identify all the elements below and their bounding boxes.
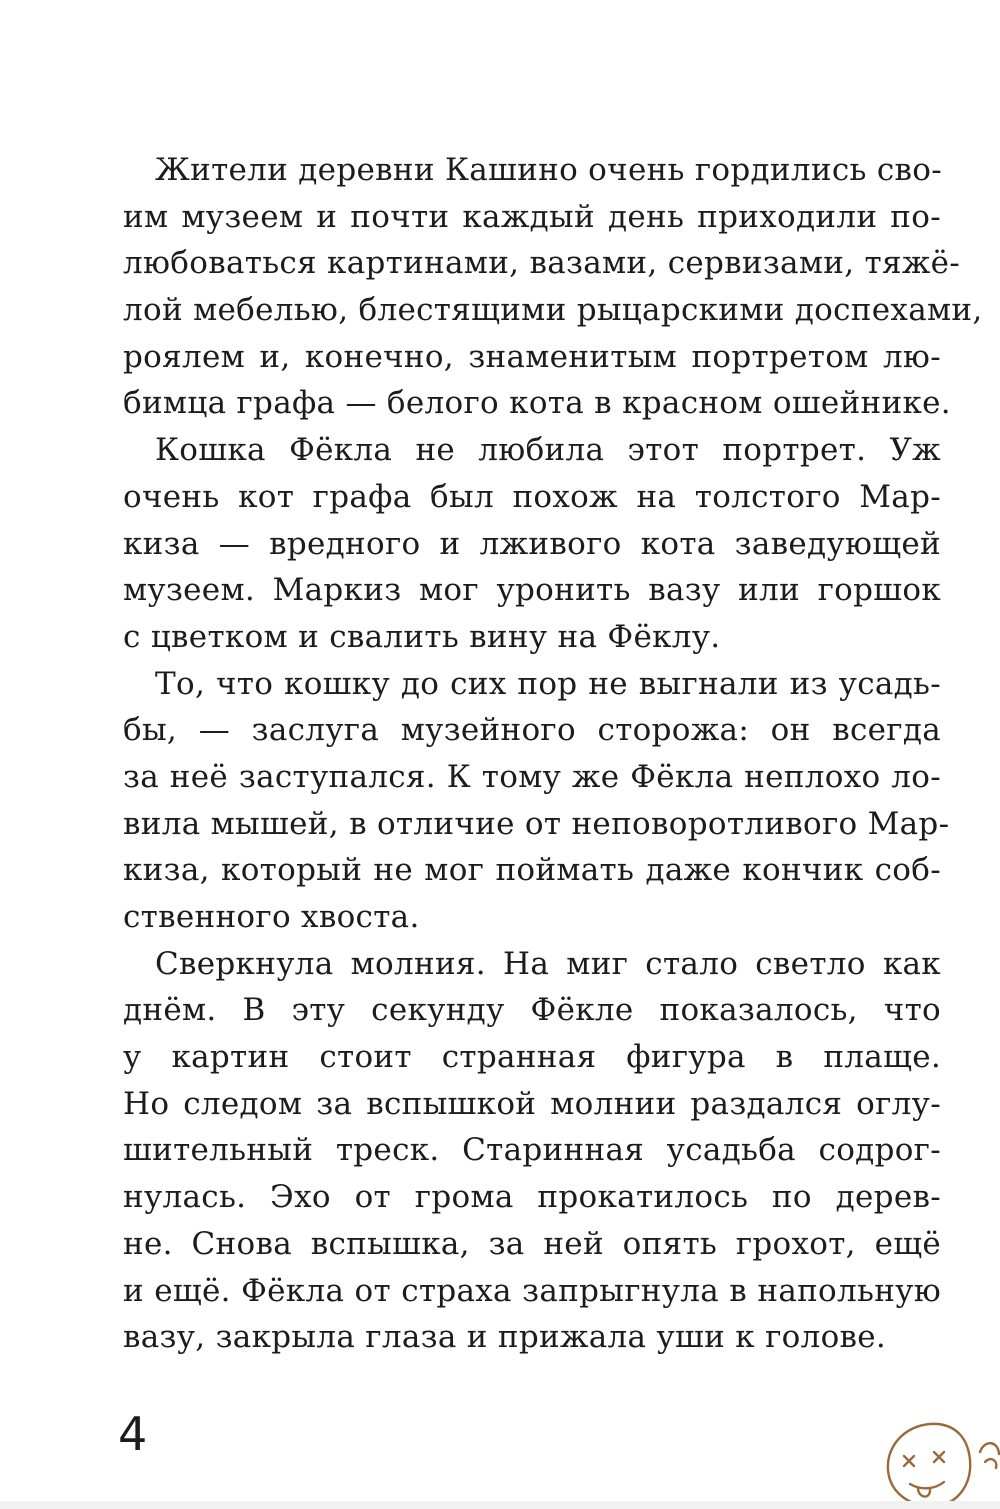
- text-line: любоваться картинами, вазами, сервизами, тяжё-: [123, 245, 961, 282]
- text-line: То, что кошку до сих пор не выгнали из усадь-: [155, 665, 941, 702]
- text-line: бимца графа — белого кота в красном ошейнике.: [123, 385, 951, 422]
- text-line: у картин стоит странная фигура в плаще.: [123, 1039, 941, 1076]
- text-line: за неё заступался. К тому же Фёкла неплохо ло-: [123, 758, 941, 795]
- page-number: 4: [118, 1407, 148, 1461]
- text-line: киза, который не мог поймать даже кончик соб-: [123, 852, 941, 889]
- dizzy-face-icon: [880, 1418, 1000, 1509]
- text-line: Жители деревни Кашино очень гордились сво-: [155, 152, 942, 188]
- text-line: вазу, закрыла глаза и прижала уши к голове.: [123, 1319, 887, 1356]
- text-line: Сверкнула молния. На миг стало светло как: [155, 945, 941, 982]
- text-line: и ещё. Фёкла от страха запрыгнула в напольную: [123, 1272, 941, 1309]
- page-bottom-edge: [0, 1501, 1000, 1509]
- text-line: нулась. Эхо от грома прокатилось по дерев-: [123, 1179, 941, 1216]
- text-line: вила мышей, в отличие от неповоротливого Мар-: [123, 805, 950, 842]
- text-line: днём. В эту секунду Фёкле показалось, что: [123, 992, 941, 1029]
- paragraph-2: [123, 427, 941, 660]
- text-line: шительный треск. Старинная усадьба содрог-: [123, 1132, 941, 1169]
- text-line: с цветком и свалить вину на Фёклу.: [123, 618, 721, 655]
- body-text: [123, 147, 983, 1361]
- text-line: им музеем и почти каждый день приходили по-: [123, 198, 941, 235]
- text-line: киза — вредного и лживого кота заведующей: [123, 525, 941, 562]
- paragraph-1: [123, 147, 983, 427]
- text-line: Но следом за вспышкой молнии раздался оглу-: [123, 1085, 941, 1122]
- text-line: ственного хвоста.: [123, 899, 420, 935]
- paragraph-3: [123, 661, 950, 941]
- text-line: лой мебелью, блестящими рыцарскими доспехами,: [123, 292, 983, 329]
- text-line: очень кот графа был похож на толстого Мар-: [123, 478, 941, 515]
- text-line: музеем. Маркиз мог уронить вазу или горшок: [123, 572, 941, 609]
- paragraph-4: [123, 941, 941, 1361]
- text-line: роялем и, конечно, знаменитым портретом лю-: [123, 338, 941, 375]
- text-line: не. Снова вспышка, за ней опять грохот, ещё: [123, 1225, 941, 1262]
- text-line: Кошка Фёкла не любила этот портрет. Уж: [155, 432, 941, 469]
- text-line: бы, — заслуга музейного сторожа: он всегда: [123, 712, 941, 749]
